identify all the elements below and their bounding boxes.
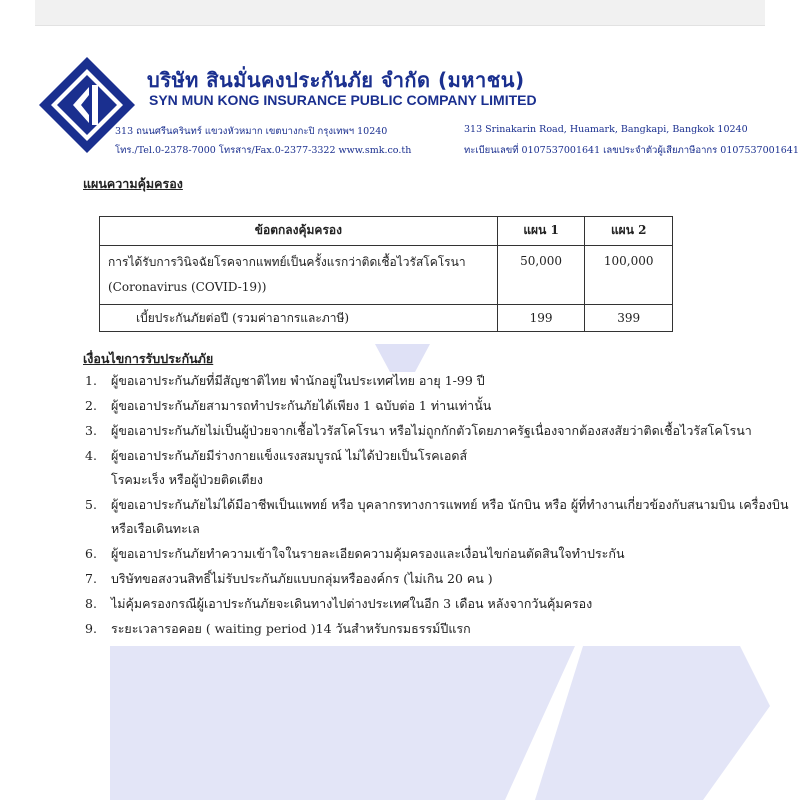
table-row (100, 305, 673, 332)
company-name-thai: บริษัท สินมั่นคงประกันภัย จำกัด (มหาชน) (147, 68, 525, 92)
document-page (35, 26, 800, 800)
header-coverage: ข้อตกลงคุ้มครอง (100, 217, 498, 246)
coverage-title: แผนความคุ้มครอง (83, 176, 183, 191)
plan-2-benefit: 100,000 (585, 246, 673, 305)
list-item: 4. ผู้ขอเอาประกันภัยมีร่างกายแข็งแรงสมบูรณ์ ไม่ได้ป่วยเป็นโรคเอดส์ โรคมะเร็ง หรือผู้ป่วยติดเตียง (85, 448, 468, 487)
company-logo (37, 55, 137, 155)
address-english: 313 Srinakarin Road, Huamark, Bangkapi, Bangkok 10240 (464, 124, 748, 135)
header-plan-1: แผน 1 (497, 217, 585, 246)
coverage-description (100, 246, 498, 305)
plan-2-premium: 399 (585, 305, 673, 332)
list-item: 3. ผู้ขอเอาประกันภัยไม่เป็นผู้ป่วยจากเชื้อไวรัสโคโรนา หรือไม่ถูกกักตัวโดยภาครัฐเนื่องจากต้องสงสัยว่าติดเชื้อไวรัสโคโรนา (85, 423, 752, 438)
plan-1-premium: 199 (497, 305, 585, 332)
list-item: 6. ผู้ขอเอาประกันภัยทำความเข้าใจในรายละเอียดความคุ้มครองและเงื่อนไขก่อนตัดสินใจทำประกัน (85, 546, 625, 561)
premium-label: เบี้ยประกันภัยต่อปี (รวมค่าอากรและภาษี) (100, 305, 498, 332)
header-plan-2: แผน 2 (585, 217, 673, 246)
conditions-list (83, 369, 793, 642)
company-name-english: SYN MUN KONG INSURANCE PUBLIC COMPANY LIMITED (149, 92, 537, 108)
address-thai: 313 ถนนศรีนครินทร์ แขวงหัวหมาก เขตบางกะปิ กรุงเทพฯ 10240 (115, 126, 388, 137)
list-item: 9. ระยะเวลารอคอย ( waiting period )14 วันสำหรับกรมธรรม์ปีแรก (85, 621, 471, 636)
list-item: 8. ไม่คุ้มครองกรณีผู้เอาประกันภัยจะเดินทางไปต่างประเทศในอีก 3 เดือน หลังจากวันคุ้มครอง (85, 596, 593, 611)
plan-1-benefit: 50,000 (497, 246, 585, 305)
table-row (100, 246, 673, 305)
conditions-title: เงื่อนไขการรับประกันภัย (83, 351, 214, 366)
list-item: 5. ผู้ขอเอาประกันภัยไม่ได้มีอาชีพเป็นแพทย์ หรือ บุคลากรทางการแพทย์ หรือ นักบิน หรือ ผู้ที่ทำงานเกี่ยวข้องกับสนามบิน เครื่องบิน หรือเรือเดินทะเล (85, 497, 789, 536)
coverage-desc-line-1: การได้รับการวินิจฉัยโรคจากแพทย์เป็นครั้งแรกว่าติดเชื้อไวรัสโคโรนา (108, 255, 466, 269)
list-item: 2. ผู้ขอเอาประกันภัยสามารถทำประกันภัยได้เพียง 1 ฉบับต่อ 1 ท่านเท่านั้น (85, 398, 492, 413)
viewer-top-bar (35, 0, 765, 26)
coverage-desc-line-2: (Coronavirus (COVID-19)) (108, 280, 267, 294)
list-item: 1. ผู้ขอเอาประกันภัยที่มีสัญชาติไทย พำนักอยู่ในประเทศไทย อายุ 1-99 ปี (85, 373, 485, 388)
coverage-table (99, 216, 673, 332)
list-item: 7. บริษัทขอสงวนสิทธิ์ไม่รับประกันภัยแบบกลุ่มหรือองค์กร (ไม่เกิน 20 คน ) (85, 571, 493, 586)
table-header-row (100, 217, 673, 246)
contact-thai: โทร./Tel.0-2378-7000 โทรสาร/Fax.0-2377-3322 www.smk.co.th (115, 145, 412, 156)
registration-number: ทะเบียนเลขที่ 0107537001641 เลขประจำตัวผู้เสียภาษีอากร 0107537001641 (464, 145, 799, 156)
